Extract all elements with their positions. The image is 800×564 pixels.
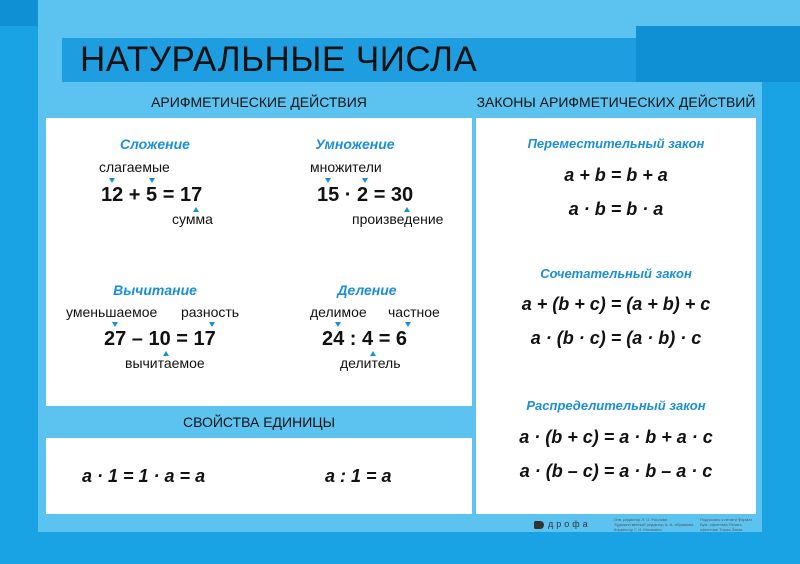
- unity-equation-2: a : 1 = a: [325, 466, 392, 486]
- commutative-label: Переместительный закон: [527, 136, 705, 151]
- division-top-right-label: частное: [388, 304, 440, 320]
- laws-header: ЗАКОНЫ АРИФМЕТИЧЕСКИХ ДЕЙСТВИЙ: [476, 94, 756, 110]
- multiplication-equation: 15 · 2 = 30: [317, 184, 414, 206]
- associative-equation-2: a · (b · c) = (a · b) · c: [530, 328, 702, 348]
- footer-credits: Отв. редактор Л. О. Рослова Художественный редактор А. А. Абрамова Корректор Г. И. Мосякина: [614, 517, 694, 532]
- unity-header: СВОЙСТВА ЕДИНИЦЫ: [182, 414, 336, 430]
- multiplication-marker-1: [325, 178, 331, 183]
- distributive-equation-1: a · (b + c) = a · b + a · c: [519, 427, 713, 447]
- commutative-equation-1: a + b = b + a: [564, 165, 668, 185]
- distributive-equation-2: a · (b – c) = a · b – a · c: [519, 461, 713, 481]
- multiplication-marker-2: [362, 178, 368, 183]
- addition-equation: 12 + 5 = 17: [101, 184, 203, 206]
- footer-print-info: Подписано к печати Формат Бум. офсетная Печать офсетная Тираж Заказ: [700, 517, 753, 532]
- division-top-left-label: делимое: [310, 304, 367, 320]
- addition-top-label: слагаемые: [99, 159, 170, 175]
- arith-header: АРИФМЕТИЧЕСКИЕ ДЕЙСТВИЯ: [151, 94, 367, 110]
- corner-block: [636, 26, 800, 82]
- subtraction-top-left-label: уменьшаемое: [66, 304, 158, 320]
- addition-marker-1: [109, 178, 115, 183]
- division-label: Деление: [337, 282, 397, 298]
- logo-icon: [534, 521, 544, 529]
- subtraction-bottom-label: вычитаемое: [125, 355, 205, 371]
- division-marker-2: [405, 322, 411, 327]
- top-stripe-light: [38, 0, 800, 26]
- subtraction-marker-2: [209, 322, 215, 327]
- multiplication-bottom-label: произведение: [352, 211, 444, 227]
- subtraction-top-right-label: разность: [181, 304, 240, 320]
- addition-bottom-label: сумма: [172, 211, 213, 227]
- addition-marker-2: [149, 178, 155, 183]
- addition-label: Сложение: [120, 136, 190, 152]
- associative-equation-1: a + (b + c) = (a + b) + c: [521, 294, 711, 314]
- title-box: [62, 38, 636, 82]
- distributive-label: Распределительный закон: [526, 398, 706, 413]
- unity-equation-1: a · 1 = 1 · a = a: [82, 466, 206, 486]
- division-marker-1: [335, 322, 341, 327]
- division-bottom-label: делитель: [340, 355, 401, 371]
- associative-label: Сочетательный закон: [540, 266, 692, 281]
- multiplication-label: Умножение: [315, 136, 395, 152]
- division-equation: 24 : 4 = 6: [322, 328, 408, 350]
- multiplication-top-label: множители: [310, 159, 382, 175]
- page-title: НАТУРАЛЬНЫЕ ЧИСЛА: [80, 40, 478, 79]
- subtraction-marker-1: [112, 322, 118, 327]
- subtraction-equation: 27 – 10 = 17: [104, 328, 216, 350]
- subtraction-label: Вычитание: [113, 282, 197, 298]
- commutative-equation-2: a · b = b · a: [568, 199, 664, 219]
- publisher-logo: дрофа: [548, 519, 591, 529]
